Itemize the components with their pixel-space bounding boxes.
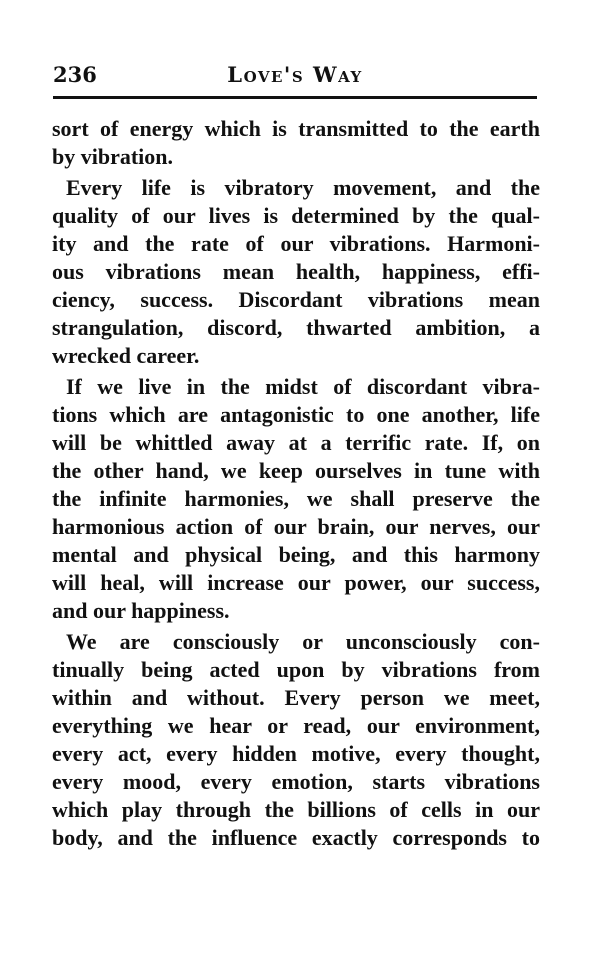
- text-line: body, and the influence exactly corresponds to: [52, 825, 540, 850]
- running-title: Love's Way: [227, 62, 363, 87]
- text-line: ciency, success. Discordant vibrations mean: [52, 287, 540, 312]
- text-line: wrecked career.: [52, 343, 200, 368]
- header-rule: [53, 96, 537, 99]
- text-line: ous vibrations mean health, happiness, effi-: [52, 259, 540, 284]
- text-line: every act, every hidden motive, every thought,: [52, 741, 540, 766]
- text-line: the infinite harmonies, we shall preserve the: [52, 486, 540, 511]
- text-line: harmonious action of our brain, our nerves, our: [52, 514, 540, 539]
- text-line: mental and physical being, and this harmony: [52, 542, 540, 567]
- text-line: Every life is vibratory movement, and the: [66, 175, 540, 200]
- text-line: by vibration.: [52, 144, 174, 169]
- page-number: 236: [53, 62, 97, 87]
- text-line: the other hand, we keep ourselves in tune with: [52, 458, 540, 483]
- text-line: tinually being acted upon by vibrations from: [52, 657, 540, 682]
- text-line: will be whittled away at a terrific rate. If, on: [52, 430, 540, 455]
- text-line: which play through the billions of cells in our: [52, 797, 540, 822]
- text-line: We are consciously or unconsciously con-: [66, 629, 540, 654]
- running-header: [53, 62, 537, 92]
- text-line: tions which are antagonistic to one another, life: [52, 402, 540, 427]
- text-line: quality of our lives is determined by the qual-: [52, 203, 540, 228]
- text-line: ity and the rate of our vibrations. Harmoni-: [52, 231, 540, 256]
- text-line: within and without. Every person we meet,: [52, 685, 540, 710]
- text-line: will heal, will increase our power, our success,: [52, 570, 540, 595]
- text-line: sort of energy which is transmitted to the earth: [52, 116, 540, 141]
- text-line: strangulation, discord, thwarted ambition, a: [52, 315, 540, 340]
- text-line: If we live in the midst of discordant vibra-: [66, 374, 540, 399]
- page-body-text: [52, 115, 540, 852]
- text-line: and our happiness.: [52, 598, 230, 623]
- text-line: every mood, every emotion, starts vibrations: [52, 769, 540, 794]
- text-line: everything we hear or read, our environment,: [52, 713, 540, 738]
